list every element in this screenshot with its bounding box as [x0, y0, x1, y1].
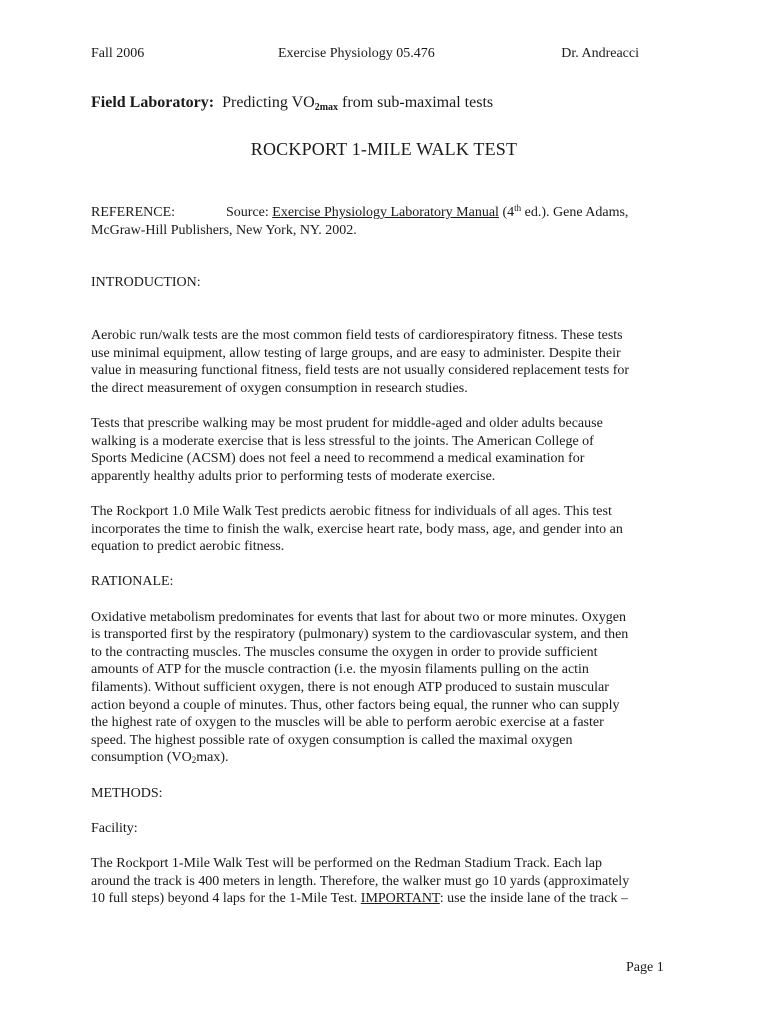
intro-p1-line: the direct measurement of oxygen consumption in research studies.: [91, 380, 468, 396]
intro-p2-line: Sports Medicine (ACSM) does not feel a need to recommend a medical examination for: [91, 451, 585, 467]
field-lab-text-pre: Predicting VO: [222, 94, 315, 111]
rationale-last-post: max).: [196, 750, 229, 766]
reference-edition-sup: th: [514, 203, 522, 213]
reference-book-title: Exercise Physiology Laboratory Manual: [272, 205, 499, 220]
rationale-heading: RATIONALE:: [91, 574, 174, 590]
rationale-last-line: [91, 749, 671, 767]
reference-source-pre: Source:: [226, 205, 273, 220]
intro-p3-line: incorporates the time to finish the walk, exercise heart rate, body mass, age, and gender into an: [91, 521, 623, 537]
page-header: [91, 46, 639, 66]
facility-subheading: Facility:: [91, 820, 138, 836]
intro-p1-line: use minimal equipment, allow testing of large groups, and are easy to administer. Despite their: [91, 345, 621, 361]
methods-last-pre: 10 full steps) beyond 4 laps for the 1-Mile Test.: [91, 891, 361, 907]
rationale-line: speed. The highest possible rate of oxygen consumption is called the maximal oxygen: [91, 732, 573, 748]
intro-p1-line: value in measuring functional fitness, field tests are not usually considered replacement tests for: [91, 363, 630, 379]
reference-edition-post: ed.). Gene Adams,: [521, 205, 629, 220]
intro-p2-line: Tests that prescribe walking may be most prudent for middle-aged and older adults because: [91, 416, 603, 432]
header-term: Fall 2006: [91, 46, 145, 61]
methods-line: around the track is 400 meters in length. Therefore, the walker must go 10 yards (approximately: [91, 873, 630, 889]
introduction-heading: INTRODUCTION:: [91, 275, 201, 291]
intro-p2-line: walking is a moderate exercise that is less stressful to the joints. The American College of: [91, 433, 594, 449]
rationale-last-sub: 2: [191, 755, 197, 766]
rationale-line: amounts of ATP for the muscle contraction (i.e. the myosin filaments pulling on the actin: [91, 662, 589, 678]
rationale-line: action beyond a couple of minutes. Thus, other factors being equal, the runner who can supply: [91, 697, 620, 713]
methods-heading: METHODS:: [91, 785, 163, 801]
intro-p2-line: apparently healthy adults prior to performing tests of moderate exercise.: [91, 468, 496, 484]
rationale-line: is transported first by the respiratory (pulmonary) system to the cardiovascular system, and then: [91, 627, 629, 643]
intro-p3-line: equation to predict aerobic fitness.: [91, 539, 285, 555]
field-lab-heading: [91, 94, 493, 113]
reference-line-2: McGraw-Hill Publishers, New York, NY. 2002.: [91, 222, 357, 238]
rationale-line: to the contracting muscles. The muscles consume the oxygen in order to provide sufficient: [91, 644, 598, 660]
intro-p1-line: Aerobic run/walk tests are the most common field tests of cardiorespiratory fitness. These tests: [91, 328, 623, 344]
field-lab-subscript: 2max: [314, 102, 339, 113]
page-number: Page 1: [626, 960, 664, 975]
header-instructor: Dr. Andreacci: [561, 46, 639, 61]
field-lab-label: Field Laboratory:: [91, 94, 215, 111]
methods-line: The Rockport 1-Mile Walk Test will be performed on the Redman Stadium Track. Each lap: [91, 855, 602, 871]
header-course: Exercise Physiology 05.476: [278, 46, 435, 61]
document-title: ROCKPORT 1-MILE WALK TEST: [250, 139, 518, 159]
rationale-line: filaments). Without sufficient oxygen, there is not enough ATP produced to sustain muscular: [91, 680, 609, 696]
reference-line-1: [91, 204, 671, 222]
rationale-last-pre: consumption (VO: [91, 750, 192, 766]
methods-last-post: : use the inside lane of the track –: [439, 891, 628, 907]
rationale-line: Oxidative metabolism predominates for events that last for about two or more minutes. Oxygen: [91, 609, 626, 625]
reference-edition-pre: (4: [498, 205, 515, 220]
reference-label: REFERENCE:: [91, 205, 176, 220]
field-lab-text-post: from sub-maximal tests: [338, 94, 494, 111]
rationale-line: the highest rate of oxygen to the muscles will be able to perform aerobic exercise at a faster: [91, 715, 604, 731]
important-label: IMPORTANT: [360, 891, 440, 907]
methods-last-line: [91, 890, 671, 908]
intro-p3-line: The Rockport 1.0 Mile Walk Test predicts aerobic fitness for individuals of all ages. This test: [91, 504, 612, 520]
document-body: [91, 204, 671, 908]
